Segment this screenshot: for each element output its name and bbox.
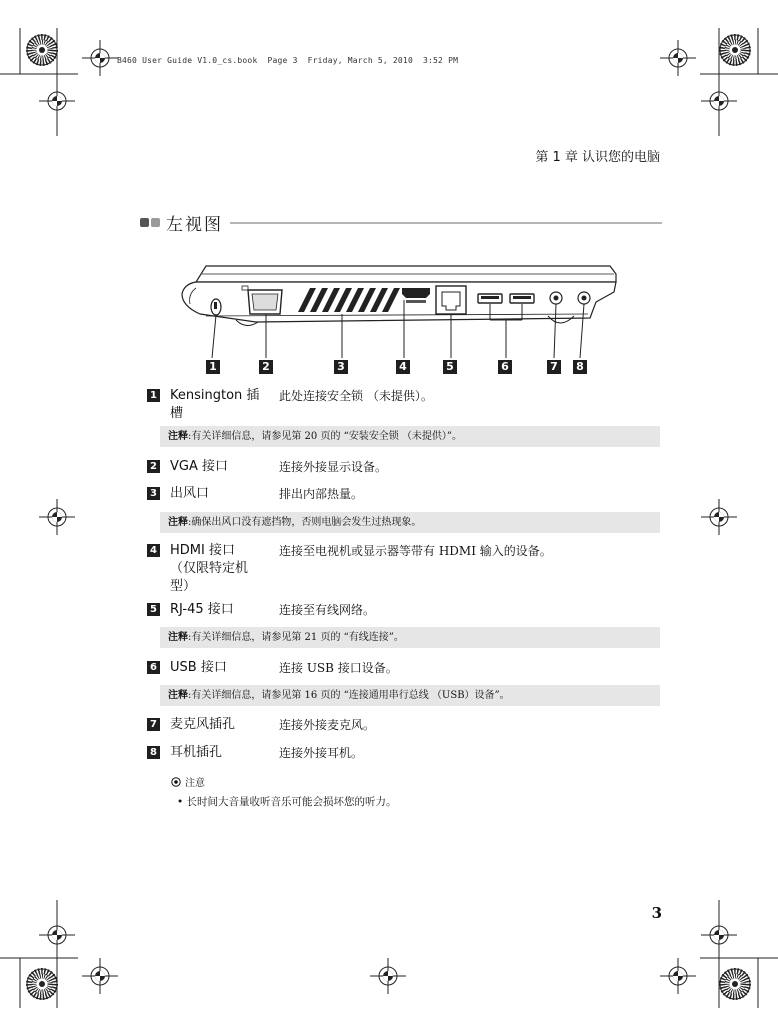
item-description: 连接外接显示设备。 bbox=[279, 460, 388, 474]
section-header bbox=[140, 210, 662, 236]
item-number: 6 bbox=[147, 661, 160, 674]
item-label: 麦克风插孔 bbox=[170, 717, 236, 732]
callout-1: 1 bbox=[206, 360, 220, 374]
print-header: B460 User Guide V1.0_cs.book Page 3 Friday, March 5, 2010 3:52 PM bbox=[117, 56, 459, 65]
item-label: USB 接口 bbox=[170, 660, 227, 675]
item-label: RJ-45 接口 bbox=[170, 602, 234, 617]
laptop-left-side-illustration bbox=[176, 258, 622, 358]
callout-3: 3 bbox=[334, 360, 348, 374]
chapter-title: 第 1 章 认识您的电脑 bbox=[535, 150, 660, 165]
note-text: :确保出风口没有遮挡物，否则电脑会发生过热现象。 bbox=[188, 517, 422, 528]
page-number: 3 bbox=[651, 904, 662, 922]
section-rule bbox=[230, 222, 662, 224]
item-number: 8 bbox=[147, 746, 160, 759]
bullet-icon: • bbox=[177, 796, 184, 808]
callout-5: 5 bbox=[443, 360, 457, 374]
item-description: 连接至电视机或显示器等带有 HDMI 输入的设备。 bbox=[279, 544, 552, 558]
note-box bbox=[160, 685, 660, 706]
item-description: 连接至有线网络。 bbox=[279, 603, 376, 617]
note-prefix: 注释 bbox=[168, 690, 188, 701]
item-label: 出风口 bbox=[170, 486, 210, 501]
callout-8: 8 bbox=[573, 360, 587, 374]
item-number: 5 bbox=[147, 603, 160, 616]
note-text: :有关详细信息，请参见第 16 页的 “连接通用串行总线 （USB）设备”。 bbox=[188, 690, 510, 701]
attention-bullet bbox=[177, 794, 397, 809]
item-description: 连接 USB 接口设备。 bbox=[279, 661, 398, 675]
note-text: :有关详细信息，请参见第 21 页的 “有线连接”。 bbox=[188, 632, 404, 643]
item-number: 1 bbox=[147, 389, 160, 402]
attention-title: 注意 bbox=[185, 778, 205, 789]
section-title: 左视图 bbox=[166, 215, 223, 235]
note-prefix: 注释 bbox=[168, 632, 188, 643]
item-description: 排出内部热量。 bbox=[279, 487, 364, 501]
item-label: HDMI 接口（仅限特定机型） bbox=[170, 543, 249, 594]
section-square-icon bbox=[151, 218, 160, 227]
item-number: 4 bbox=[147, 544, 160, 557]
note-prefix: 注释 bbox=[168, 431, 188, 442]
note-text: :有关详细信息，请参见第 20 页的 “安装安全锁 （未提供）”。 bbox=[188, 431, 463, 442]
item-label: 耳机插孔 bbox=[170, 745, 223, 760]
item-number: 3 bbox=[147, 487, 160, 500]
item-description: 此处连接安全锁 （未提供）。 bbox=[279, 389, 433, 403]
item-number: 2 bbox=[147, 460, 160, 473]
callout-2: 2 bbox=[259, 360, 273, 374]
attention-text: 长时间大音量收听音乐可能会损坏您的听力。 bbox=[186, 796, 397, 808]
note-prefix: 注释 bbox=[168, 517, 188, 528]
item-label: Kensington 插槽 bbox=[170, 388, 260, 421]
section-square-icon bbox=[140, 218, 149, 227]
item-description: 连接外接耳机。 bbox=[279, 746, 364, 760]
callout-7: 7 bbox=[547, 360, 561, 374]
callout-4: 4 bbox=[396, 360, 410, 374]
item-label: VGA 接口 bbox=[170, 459, 228, 474]
note-box bbox=[160, 627, 660, 648]
attention-icon bbox=[171, 777, 181, 787]
attention-header bbox=[171, 774, 205, 789]
callout-6: 6 bbox=[498, 360, 512, 374]
note-box bbox=[160, 426, 660, 447]
item-number: 7 bbox=[147, 718, 160, 731]
note-box bbox=[160, 512, 660, 533]
item-description: 连接外接麦克风。 bbox=[279, 718, 376, 732]
